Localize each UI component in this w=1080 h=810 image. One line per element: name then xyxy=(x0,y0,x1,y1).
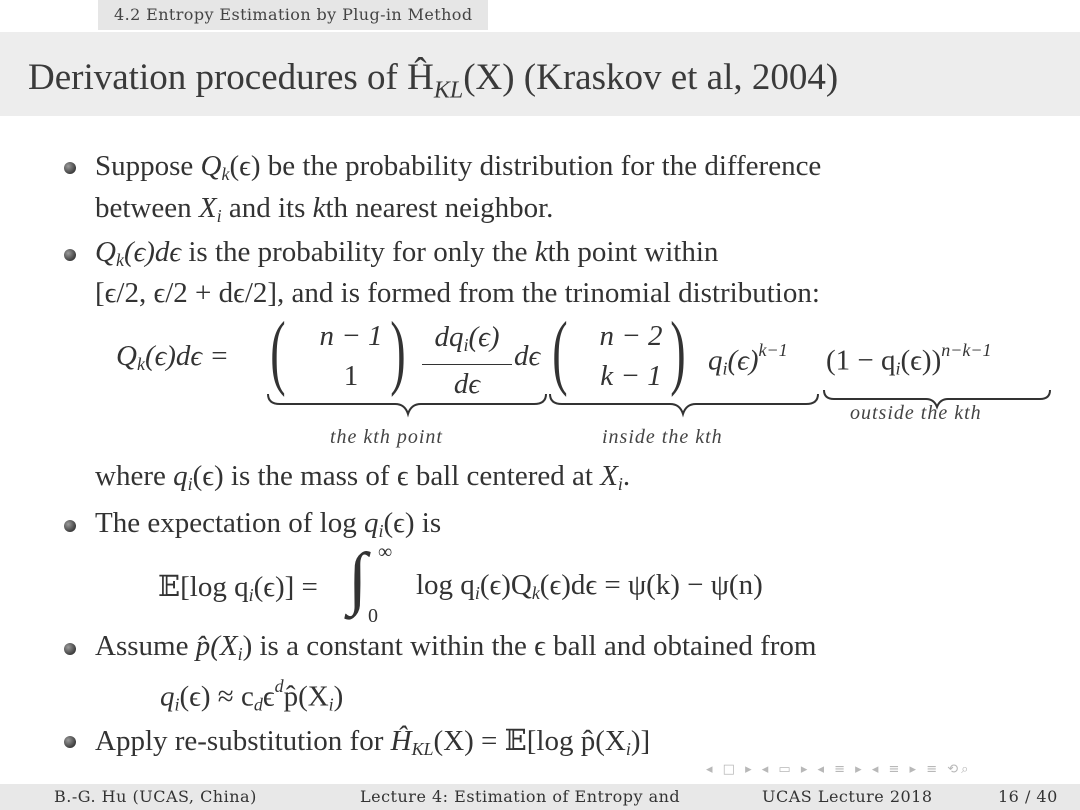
binom-bottom: 1 xyxy=(343,360,359,392)
brace-label-outside: outside the kth xyxy=(850,402,982,424)
bullet-marker-2 xyxy=(64,249,76,261)
text: . xyxy=(622,460,631,492)
math: q xyxy=(173,460,188,492)
math: q xyxy=(708,344,723,377)
math-sub: i xyxy=(895,358,901,379)
nav-subsection-icon[interactable]: ◂ ▭ ▸ xyxy=(761,762,811,777)
eq1-lhs xyxy=(116,340,229,375)
text: Assume xyxy=(95,630,196,662)
integral-lower: 0 xyxy=(368,605,378,627)
title-subscript: KL xyxy=(433,77,464,104)
bullet-marker-4 xyxy=(64,643,76,655)
math-sup: d xyxy=(274,676,284,696)
footer-page-number: 16 / 40 xyxy=(998,787,1058,806)
bullet-marker-3 xyxy=(64,520,76,532)
math: 𝔼[log q xyxy=(158,571,249,603)
text: between xyxy=(95,192,199,224)
text: (ϵ) is xyxy=(383,507,442,539)
footer-bar xyxy=(0,784,1080,810)
math: (X) = 𝔼[log p̂(X xyxy=(433,725,626,757)
math: dq xyxy=(434,321,464,353)
text: (ϵ) be the probability distribution for the difference xyxy=(229,150,822,182)
math-sub: k xyxy=(531,583,540,604)
denominator: dϵ xyxy=(453,368,481,401)
binom-top: n − 2 xyxy=(599,320,663,352)
beamer-navigation[interactable] xyxy=(706,762,971,777)
math: ) xyxy=(333,680,344,713)
math-sub: i xyxy=(187,474,193,495)
math: (ϵ)) xyxy=(900,344,942,377)
text: is the probability for only the xyxy=(181,236,535,268)
math-sub: i xyxy=(216,206,222,227)
math: X xyxy=(198,192,217,224)
math-sub: i xyxy=(617,474,623,495)
text: ) is a constant within the ϵ ball and obtained from xyxy=(242,630,817,662)
eq1-term2 xyxy=(708,340,788,380)
bullet-marker-5 xyxy=(64,736,76,748)
bullet-1-line-1 xyxy=(95,150,821,185)
text: The expectation of log xyxy=(95,507,364,539)
text: [ϵ/2, ϵ/2 + dϵ/2], and is formed from the trinomial distribution: xyxy=(95,277,820,309)
brace-label-kth-point: the kth point xyxy=(330,426,443,448)
math: )] xyxy=(630,725,651,757)
nav-search-icon[interactable]: ⟲⌕ xyxy=(947,762,972,777)
math-sub: i xyxy=(378,521,384,542)
right-paren-2: ) xyxy=(670,305,686,398)
integral-sign: ∫ xyxy=(348,540,368,617)
d-epsilon: dϵ xyxy=(514,340,541,372)
nav-menu-icon[interactable]: ≡ xyxy=(926,762,941,777)
math-sub: KL xyxy=(411,739,434,760)
nav-section-icon-2[interactable]: ◂ ≡ ▸ xyxy=(871,762,920,777)
math: log q xyxy=(416,569,475,601)
math: (1 − q xyxy=(826,344,896,377)
binomial-2 xyxy=(586,316,676,396)
left-paren-2: ( xyxy=(552,305,568,398)
bullet-4-line-2 xyxy=(160,676,343,716)
math-sub: i xyxy=(237,644,243,665)
bullet-4-line-1 xyxy=(95,630,816,665)
bullet-3-line xyxy=(95,507,441,542)
math: p̂(X xyxy=(283,680,329,713)
math: k xyxy=(312,192,326,224)
math: (ϵ) xyxy=(727,344,759,377)
math-sub: i xyxy=(722,358,728,379)
math: q xyxy=(363,507,379,539)
binom-bottom: k − 1 xyxy=(600,360,662,392)
math: p̂(X xyxy=(195,630,238,662)
right-paren: ) xyxy=(390,305,406,398)
binomial-1 xyxy=(306,316,396,396)
eq2-integrand xyxy=(416,569,763,604)
bullet-marker-1 xyxy=(64,162,76,174)
underbrace-2 xyxy=(550,394,818,414)
math-sub: i xyxy=(625,739,631,760)
text: (ϵ) is the mass of ϵ ball centered at xyxy=(192,460,601,492)
math: X xyxy=(600,460,618,492)
section-header: 4.2 Entropy Estimation by Plug-in Method xyxy=(98,0,488,30)
text: Suppose xyxy=(95,150,201,182)
math: Ĥ xyxy=(390,725,412,757)
nav-section-icon[interactable]: ◂ ≡ ▸ xyxy=(817,762,865,777)
math-sup: n−k−1 xyxy=(941,340,992,360)
text: th point within xyxy=(547,236,719,268)
underbrace-1 xyxy=(268,394,546,414)
title-rest: (X) (Kraskov et al, 2004) xyxy=(463,57,839,98)
bullet-1-line-2 xyxy=(95,192,553,227)
math: q xyxy=(160,680,175,713)
math-sub: d xyxy=(253,694,263,715)
math-sub: i xyxy=(474,583,480,604)
eq2-lhs xyxy=(158,569,318,606)
bullet-2-line-2 xyxy=(95,277,820,310)
math-sub: k xyxy=(115,250,124,271)
text: th nearest neighbor. xyxy=(325,192,554,224)
binom-top: n − 1 xyxy=(319,320,383,352)
math-sub: i xyxy=(174,694,180,715)
math: (ϵ)dϵ = ψ(k) − ψ(n) xyxy=(539,569,763,601)
eq1-term3 xyxy=(826,340,991,380)
integral-upper: ∞ xyxy=(378,541,393,563)
bullet-5-line xyxy=(95,723,650,760)
math-sup: k−1 xyxy=(758,340,788,360)
title-bar xyxy=(0,32,1080,116)
brace-label-inside: inside the kth xyxy=(602,426,723,448)
math-sub: i xyxy=(328,694,334,715)
footer-course: UCAS Lecture 2018 xyxy=(762,787,933,806)
text: and its xyxy=(221,192,313,224)
math: (ϵ) ≈ c xyxy=(179,680,254,713)
math: (ϵ)Q xyxy=(479,569,532,601)
math-sub: i xyxy=(248,585,254,606)
numerator xyxy=(422,320,512,365)
math: k xyxy=(534,236,548,268)
top-bar xyxy=(0,0,1080,32)
bullet-2-line-1 xyxy=(95,236,718,271)
where-line xyxy=(95,460,630,495)
math: Q xyxy=(200,150,222,182)
title-main: Derivation procedures of Ĥ xyxy=(28,57,434,98)
math-sub: k xyxy=(136,354,145,375)
math: ϵ xyxy=(262,680,275,713)
text: Apply re-substitution for xyxy=(95,725,391,757)
math: Q xyxy=(95,236,116,268)
math-sub: k xyxy=(221,164,230,185)
left-paren: ( xyxy=(270,305,286,398)
math-sub: i xyxy=(463,335,469,356)
slide-title xyxy=(28,56,838,104)
fraction xyxy=(422,320,512,401)
math: (ϵ) xyxy=(468,321,500,353)
math: (ϵ)] = xyxy=(253,571,318,603)
text: where xyxy=(95,460,174,492)
math: (ϵ)dϵ = xyxy=(144,340,229,372)
slide-content xyxy=(0,140,1080,780)
math: Q xyxy=(116,340,137,372)
footer-lecture: Lecture 4: Estimation of Entropy and xyxy=(360,787,681,806)
math: (ϵ)dϵ xyxy=(123,236,182,268)
nav-frame-icon[interactable]: ◂ □ ▸ xyxy=(706,762,755,777)
footer-author: B.-G. Hu (UCAS, China) xyxy=(54,787,257,806)
